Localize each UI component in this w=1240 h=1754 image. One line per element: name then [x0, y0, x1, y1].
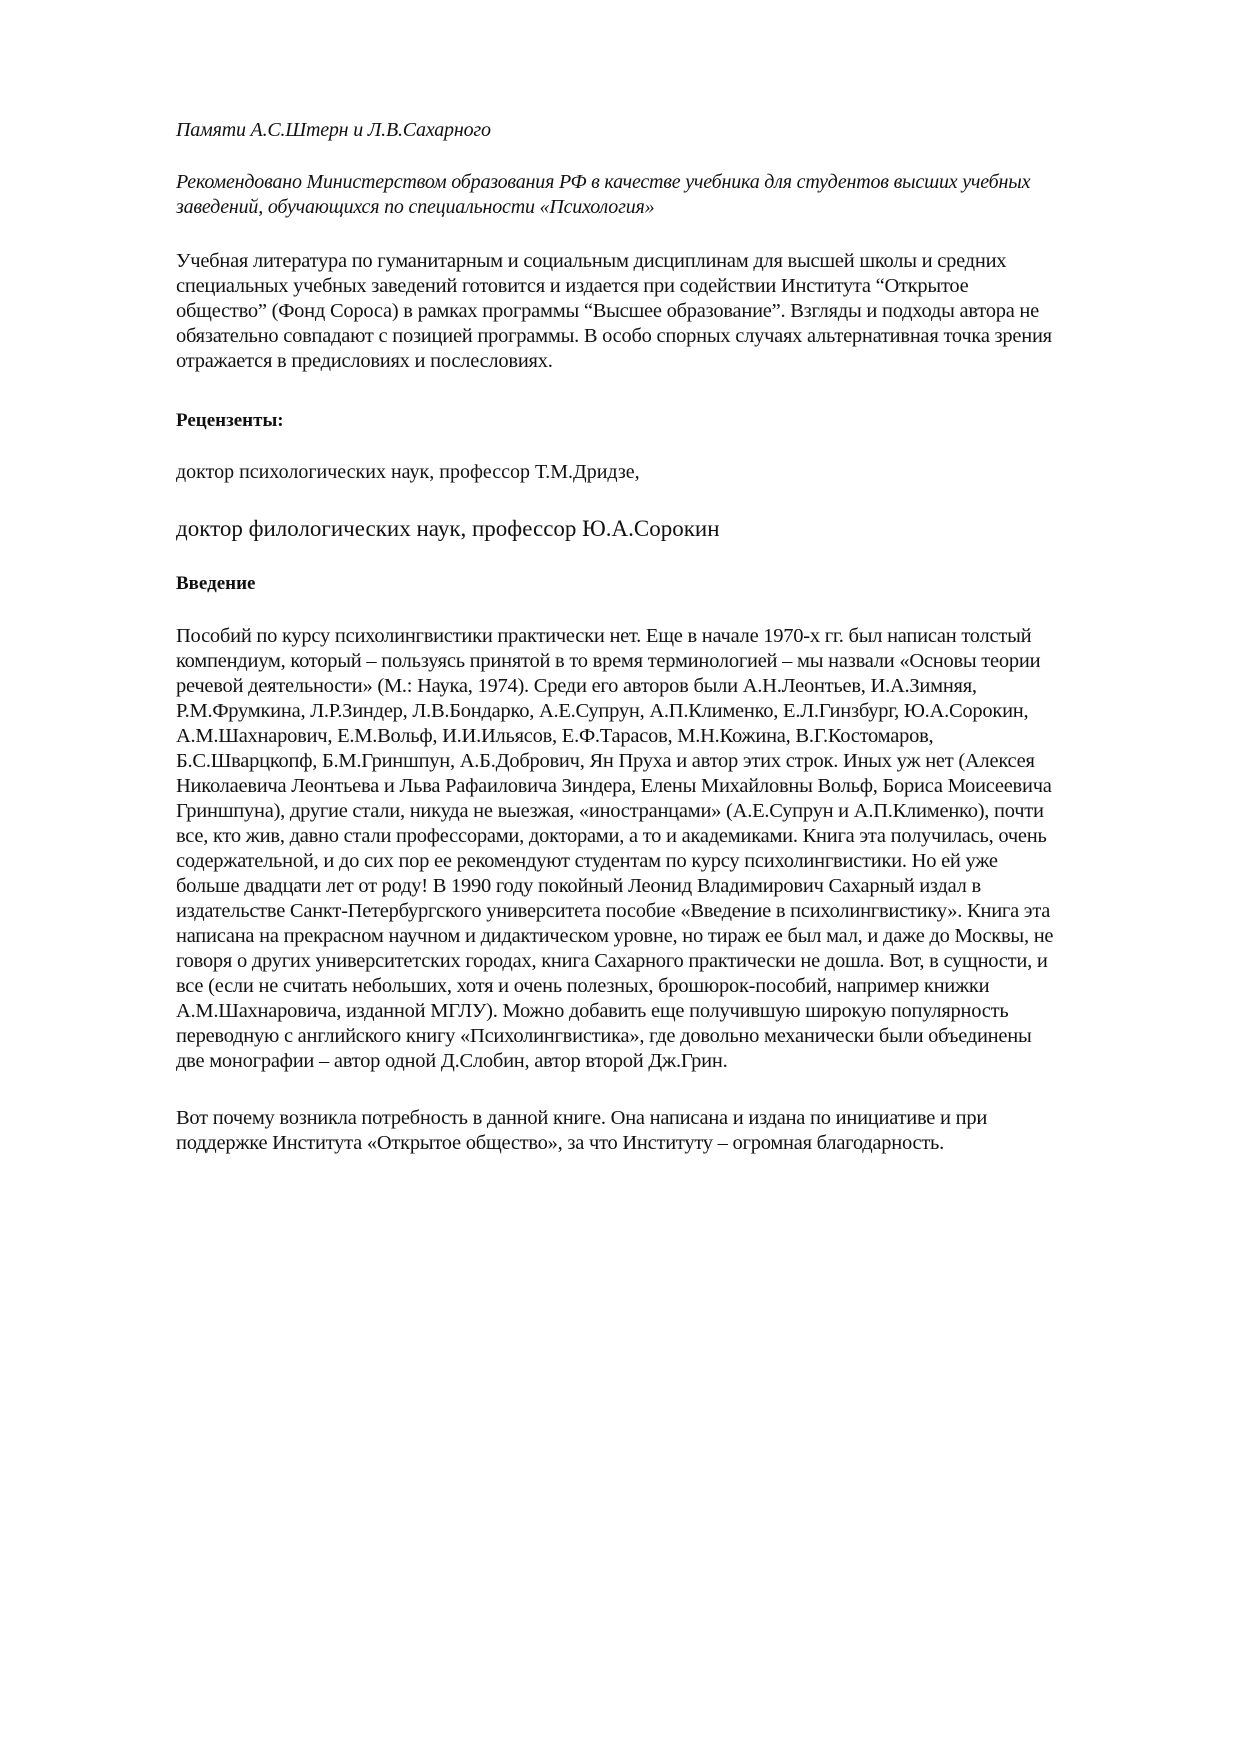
paragraph-line: речевой деятельности» (М.: Наука, 1974). Среди его авторов были А.Н.Леонтьев, И.А.Зимняя, — [176, 675, 977, 697]
introduction-heading: Введение — [176, 573, 256, 594]
paragraph-line: Б.С.Шварцкопф, Б.М.Гриншпун, А.Б.Добрович, Ян Пруха и автор этих строк. Иных уж нет (Алексея — [176, 750, 1035, 772]
introduction-paragraph — [176, 624, 1151, 1074]
paragraph-line: А.М.Шахнаровича, изданной МГЛУ). Можно добавить еще получившую широкую популярность — [176, 1000, 1009, 1022]
publisher-note-line: обязательно совпадают с позицией программы. В особо спорных случаях альтернативная точка зрения — [176, 325, 1052, 347]
paragraph-line: переводную с английского книгу «Психолингвистика», где довольно механически были объединены — [176, 1025, 1032, 1047]
publisher-note-line: Учебная литература по гуманитарным и социальным дисциплинам для высшей школы и средних — [176, 250, 1007, 272]
reviewer-item: доктор филологических наук, профессор Ю.А.Сорокин — [176, 516, 720, 541]
paragraph-line: Р.М.Фрумкина, Л.Р.Зиндер, Л.В.Бондарко, А.Е.Супрун, А.П.Клименко, Е.Л.Гинзбург, Ю.А.Сорокин, — [176, 700, 1029, 722]
paragraph-line: говоря о других университетских городах, книга Сахарного практически не дошла. Вот, в сущности, и — [176, 950, 1048, 972]
ministry-recommendation — [176, 170, 1151, 220]
paragraph-line: содержательной, и до сих пор ее рекомендуют студентам по курсу психолингвистики. Но ей уже — [176, 850, 998, 872]
paragraph-line: Вот почему возникла потребность в данной книге. Она написана и издана по инициативе и при — [176, 1107, 988, 1129]
paragraph-line: больше двадцати лет от роду! В 1990 году покойный Леонид Владимирович Сахарный издал в — [176, 875, 981, 897]
paragraph-line: Гриншпуна), другие стали, никуда не выезжая, «иностранцами» (А.Е.Супрун и А.П.Клименко), почти — [176, 800, 1044, 822]
introduction-paragraph — [176, 1106, 1151, 1156]
recommendation-line: заведений, обучающихся по специальности «Психология» — [176, 196, 655, 218]
paragraph-line: все (если не считать небольших, хотя и очень полезных, брошюрок-пособий, например книжки — [176, 975, 990, 997]
paragraph-line: А.М.Шахнарович, Е.М.Вольф, И.И.Ильясов, Е.Ф.Тарасов, М.Н.Кожина, В.Г.Костомаров, — [176, 725, 934, 747]
paragraph-line: Николаевича Леонтьева и Льва Рафаиловича Зиндера, Елены Михайловны Вольф, Бориса Моисеевича — [176, 775, 1052, 797]
paragraph-line: все, кто жив, давно стали профессорами, докторами, а то и академиками. Книга эта получилась, очень — [176, 825, 1047, 847]
dedication — [176, 118, 1151, 143]
paragraph-line: поддержке Института «Открытое общество», за что Институту – огромная благодарность. — [176, 1132, 945, 1154]
publisher-note — [176, 249, 1151, 374]
publisher-note-line: отражается в предисловиях и послесловиях. — [176, 350, 553, 372]
paragraph-line: написана на прекрасном научном и дидактическом уровне, но тираж ее был мал, и даже до Москвы, не — [176, 925, 1054, 947]
recommendation-line: Рекомендовано Министерством образования РФ в качестве учебника для студентов высших учебных — [176, 171, 1031, 193]
paragraph-line: издательстве Санкт-Петербургского университета пособие «Введение в психолингвистику». Книга эта — [176, 900, 1051, 922]
publisher-note-line: специальных учебных заведений готовится и издается при содействии Института “Открытое — [176, 275, 969, 297]
paragraph-line: Пособий по курсу психолингвистики практически нет. Еще в начале 1970-х гг. был написан толстый — [176, 625, 1032, 647]
reviewers-heading: Рецензенты: — [176, 410, 284, 431]
dedication-text: Памяти А.С.Штерн и Л.В.Сахарного — [176, 119, 491, 141]
paragraph-line: две монографии – автор одной Д.Слобин, автор второй Дж.Грин. — [176, 1050, 728, 1072]
reviewer-item: доктор психологических наук, профессор Т.М.Дридзе, — [176, 461, 640, 483]
paragraph-line: компендиум, который – пользуясь принятой в то время терминологией – мы назвали «Основы теории — [176, 650, 1041, 672]
publisher-note-line: общество” (Фонд Сороса) в рамках программы “Высшее образование”. Взгляды и подходы автора не — [176, 300, 1039, 322]
